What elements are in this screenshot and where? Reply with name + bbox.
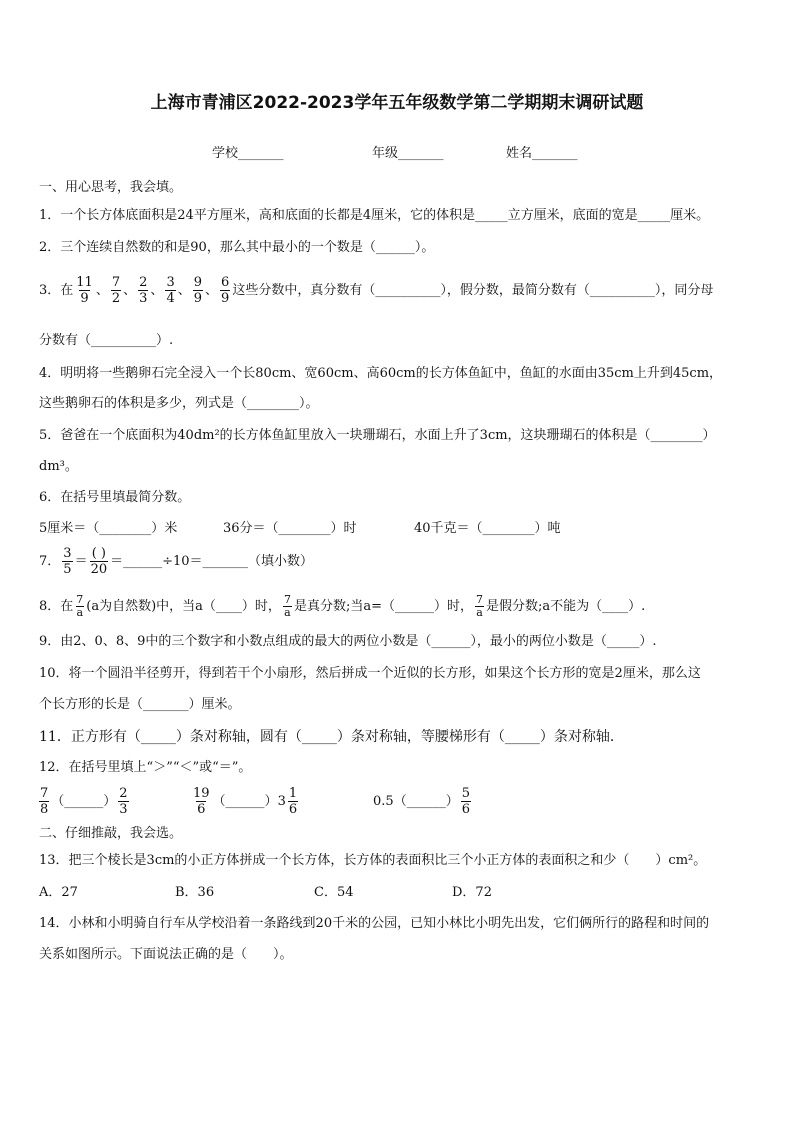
q3-fraction: $\frac{3}{4}$	[166, 275, 175, 306]
question-11: 11．正方形有（_____）条对称轴，圆有（_____）条对称轴，等腰梯形有（_____）条对称轴．	[39, 729, 624, 745]
q8-part-c: 是真分数;当a=（______）时，	[293, 599, 473, 614]
q3-fraction: $\frac{2}{3}$	[139, 275, 148, 306]
q12-blank: （______）	[212, 794, 278, 809]
question-5-line2: dm³。	[39, 459, 78, 474]
question-3-line2: 分数有（__________）.	[39, 333, 174, 348]
question-2: 2．三个连续自然数的和是90，那么其中最小的一个数是（______）。	[39, 240, 435, 255]
q13-option-a[interactable]: A．27	[39, 885, 78, 900]
q12-fraction: $\frac{19}{6}$	[193, 786, 210, 817]
name-field[interactable]: 姓名_______	[506, 146, 578, 161]
q3-separator: 、	[95, 283, 109, 298]
q7-rest: ＝______÷10＝_______（填小数）	[110, 554, 314, 569]
q12-fraction: $\frac{1}{6}$	[288, 786, 298, 817]
q12-compare-c	[373, 786, 473, 817]
q13-option-d[interactable]: D．72	[452, 885, 492, 900]
q7-fraction-left: $\frac{3}{5}$	[63, 546, 72, 577]
q3-fraction: $\frac{9}{9}$	[193, 275, 203, 306]
question-4-line2: 这些鹅卵石的体积是多少，列式是（________）。	[39, 396, 319, 411]
q13-option-c[interactable]: C．54	[314, 885, 354, 900]
q12-blank: （______）	[393, 794, 459, 809]
question-1: 1．一个长方体底面积是24平方厘米，高和底面的长都是4厘米，它的体积是_____立方厘米，底面的宽是_____厘米。	[39, 208, 710, 223]
question-14-line2: 关系如图所示。下面说法正确的是（ ）。	[39, 947, 293, 962]
q3-fraction: $\frac{6}{9}$	[221, 275, 230, 306]
question-10-line2: 个长方形的长是（_______）厘米。	[39, 697, 241, 712]
q3-separator: 、	[177, 283, 191, 298]
question-6-c: 40千克＝（________）吨	[414, 521, 561, 536]
section-two-heading: 二、仔细推敲，我会选。	[39, 826, 183, 841]
question-14: 14．小林和小明骑自行车从学校沿着一条路线到20千米的公园，已知小林比小明先出发，它们俩所行的路程和时间的	[39, 916, 710, 931]
q3-suffix: 这些分数中，真分数有（__________），假分数，最简分数有（__________），同分母	[232, 283, 714, 298]
q8-part-b: (a为自然数)中，当a（____）时，	[86, 599, 281, 614]
question-8	[39, 594, 645, 619]
q3-separator: 、	[205, 283, 219, 298]
grade-field[interactable]: 年级_______	[372, 146, 444, 161]
question-12: 12．在括号里填上“＞”“＜”或“＝”。	[39, 760, 252, 775]
question-6: 6．在括号里填最简分数。	[39, 490, 191, 505]
q3-separator: 、	[150, 283, 164, 298]
section-one-heading: 一、用心思考，我会填。	[39, 180, 183, 195]
page-title: 上海市青浦区2022-2023学年五年级数学第二学期期末调研试题	[150, 93, 644, 113]
q7-fraction-blank: ( ) 20	[90, 546, 108, 577]
question-6-a: 5厘米＝（________）米	[39, 521, 178, 536]
question-4: 4．明明将一些鹅卵石完全浸入一个长80cm、宽60cm、高60cm的长方体鱼缸中，鱼缸的水面由35cm上升到45cm，	[39, 366, 723, 381]
q3-fraction: $\frac{7}{2}$	[111, 275, 121, 306]
q3-fraction: $\frac{11}{9}$	[76, 275, 93, 306]
q7-number: 7．	[39, 554, 61, 569]
question-7	[39, 546, 313, 577]
school-field[interactable]: 学校_______	[212, 146, 284, 161]
q12-decimal: 0.5	[373, 794, 394, 809]
q12-mixed-int: 3	[277, 794, 286, 809]
q8-fraction: $\frac{7}{a}$	[283, 593, 291, 619]
q12-compare-a	[37, 786, 131, 817]
question-10: 10．将一个圆沿半径剪开，得到若干个小扇形，然后拼成一个近似的长方形，如果这个长方形的宽是2厘米，那么这	[39, 666, 701, 681]
q12-compare-b	[190, 786, 300, 817]
q12-fraction: $\frac{2}{3}$	[119, 786, 128, 817]
q8-fraction: $\frac{7}{a}$	[76, 593, 84, 619]
q3-separator: 、	[123, 283, 137, 298]
q12-blank: （______）	[51, 794, 117, 809]
question-5: 5．爸爸在一个底面积为40dm²的长方体鱼缸里放入一块珊瑚石，水面上升了3cm，这块珊瑚石的体积是（________）	[39, 428, 716, 443]
question-6-b: 36分＝（________）时	[223, 521, 357, 536]
question-9: 9．由2、0、8、9中的三个数字和小数点组成的最大的两位小数是（______），最小的两位小数是（_____）.	[39, 634, 657, 649]
q8-fraction: $\frac{7}{a}$	[475, 593, 483, 619]
q8-part-d: 是假分数;a不能为（____）.	[485, 599, 646, 614]
q8-part-a: 8．在	[39, 599, 74, 614]
q13-option-b[interactable]: B．36	[175, 885, 215, 900]
q7-equals: ＝	[74, 554, 88, 569]
question-3	[39, 275, 713, 306]
q12-fraction: $\frac{7}{8}$	[40, 786, 49, 817]
q3-prefix: 3．在	[39, 283, 74, 298]
q12-fraction: $\frac{5}{6}$	[461, 786, 470, 817]
question-13: 13．把三个棱长是3cm的小正方体拼成一个长方体，长方体的表面积比三个小正方体的表面积之和少（ ）cm²。	[39, 853, 707, 868]
